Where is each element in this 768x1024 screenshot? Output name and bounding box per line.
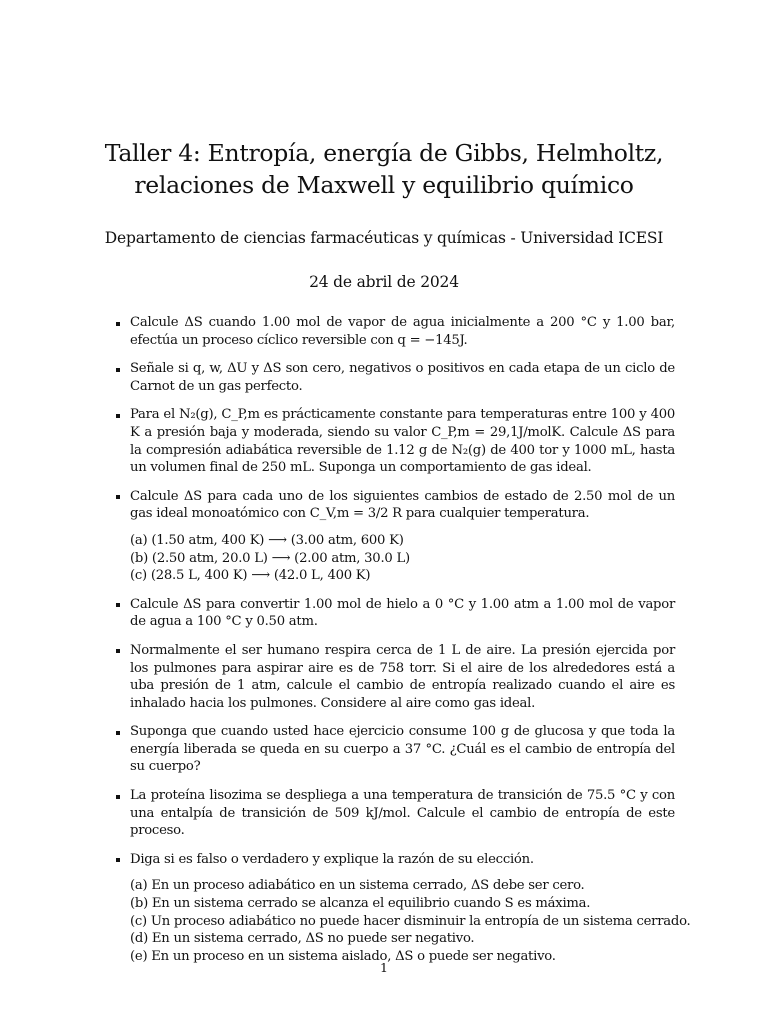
problem-9: [113, 851, 691, 966]
problem-4-parts: [130, 532, 675, 585]
problem-9-parts: [130, 877, 691, 965]
problem-9-part-e: (e) En un proceso en un sistema aislado, ΔS o puede ser negativo.: [130, 948, 556, 964]
problem-9-part-a: (a) En un proceso adiabático en un sistema cerrado, ΔS debe ser cero.: [130, 878, 585, 894]
problem-4-part-a: (a) (1.50 atm, 400 K) ⟶ (3.00 atm, 600 K): [130, 532, 404, 548]
problem-4-part-b: (b) (2.50 atm, 20.0 L) ⟶ (2.00 atm, 30.0 L): [130, 550, 410, 566]
problem-9-part-d: (d) En un sistema cerrado, ΔS no puede ser negativo.: [130, 931, 475, 947]
document-date: 24 de abril de 2024: [309, 273, 459, 291]
title-line-1: Taller 4: Entropía, energía de Gibbs, Helmholtz,: [104, 139, 664, 167]
title-line-2: relaciones de Maxwell y equilibrio químico: [134, 171, 634, 199]
problem-8: La proteína lisozima se despliega a una temperatura de transición de 75.5 °C y con una entalpía de transición de 509 kJ/mol. Calcule el cambio de entropía de este proceso.: [113, 787, 675, 840]
problem-7: Suponga que cuando usted hace ejercicio consume 100 g de glucosa y que toda la energía liberada se queda en su cuerpo a 37 °C. ¿Cuál es el cambio de entropía del su cuerpo?: [113, 723, 675, 776]
problem-9-part-c: (c) Un proceso adiabático no puede hacer disminuir la entropía de un sistema cerrado.: [130, 913, 691, 929]
problem-9-statement: Diga si es falso o verdadero y explique la razón de su elección.: [130, 851, 534, 867]
problem-4-part-c: (c) (28.5 L, 400 K) ⟶ (42.0 L, 400 K): [130, 568, 371, 584]
problem-3: Para el N₂(g), C_P,m es prácticamente constante para temperaturas entre 100 y 400 K a presión baja y moderada, siendo su valor C_P,m = 29,1J/molK. Calcule ΔS para la compresión adiabática reversible de 1.12 g de N₂(g) de 400 tor y 1000 mL, hasta un volumen final de 250 mL. Suponga un comportamiento de gas ideal.: [113, 406, 675, 476]
problem-4-statement: Calcule ΔS para cada uno de los siguientes cambios de estado de 2.50 mol de un gas ideal monoatómico con C_V,m = 3/2 R para cualquier temperatura.: [130, 488, 675, 522]
page-number: 1: [380, 960, 388, 975]
problem-2: Señale si q, w, ΔU y ΔS son cero, negativos o positivos en cada etapa de un ciclo de Carnot de un gas perfecto.: [113, 360, 675, 395]
problem-6: Normalmente el ser humano respira cerca de 1 L de aire. La presión ejercida por los pulmones para aspirar aire es de 758 torr. Si el aire de los alrededores está a uba presión de 1 atm, calcule el cambio de entropía realizado cuando el aire es inhalado hacia los pulmones. Considere al aire como gas ideal.: [113, 642, 675, 712]
department-line: Departamento de ciencias farmacéuticas y químicas - Universidad ICESI: [104, 229, 664, 247]
document-title: [60, 137, 708, 201]
problem-list: [113, 314, 691, 976]
problem-9-part-b: (b) En un sistema cerrado se alcanza el equilibrio cuando S es máxima.: [130, 896, 591, 912]
problem-4: [113, 488, 675, 585]
problem-1: Calcule ΔS cuando 1.00 mol de vapor de agua inicialmente a 200 °C y 1.00 bar, efectúa un proceso cíclico reversible con q = −145J.: [113, 314, 675, 349]
problem-5: Calcule ΔS para convertir 1.00 mol de hielo a 0 °C y 1.00 atm a 1.00 mol de vapor de agua a 100 °C y 0.50 atm.: [113, 596, 675, 631]
